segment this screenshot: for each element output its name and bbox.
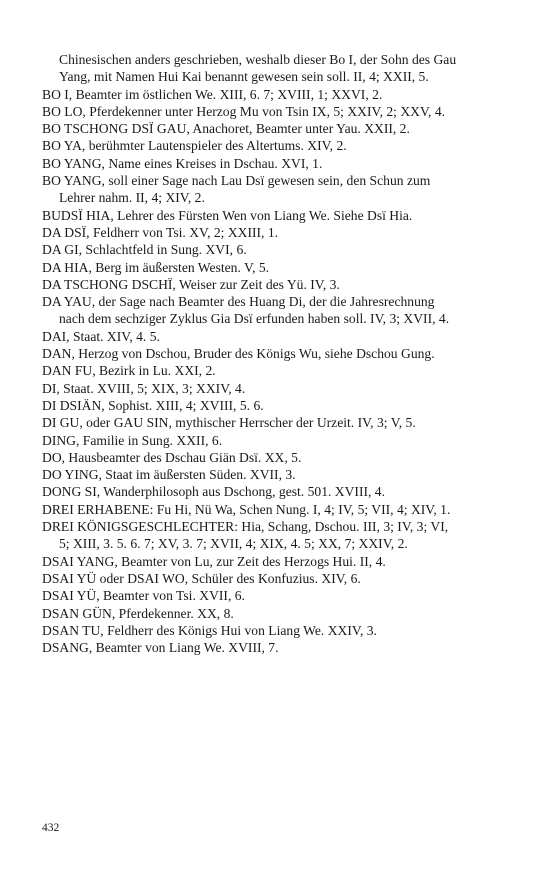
- index-entry: Chinesischen anders geschrieben, weshalb dieser Bo I, der Sohn des Gau Yang, mit Namen Hui Kai benannt gewesen sein soll. II, 4; XXII, 5.: [59, 52, 457, 85]
- index-entry: DING, Familie in Sung. XXII, 6.: [42, 432, 223, 448]
- index-entry: BO YANG, Name eines Kreises in Dschau. XVI, 1.: [42, 155, 323, 171]
- index-entry: DSAI YANG, Beamter von Lu, zur Zeit des Herzogs Hui. II, 4.: [42, 553, 386, 569]
- index-entry: DA DSÏ, Feldherr von Tsi. XV, 2; XXIII, 1.: [42, 224, 279, 240]
- index-entry: BO I, Beamter im östlichen We. XIII, 6. 7; XVIII, 1; XXVI, 2.: [42, 86, 383, 102]
- index-entry: DO YING, Staat im äußersten Süden. XVII, 3.: [42, 467, 296, 483]
- index-entry: DI DSIÄN, Sophist. XIII, 4; XVIII, 5. 6.: [42, 397, 264, 413]
- index-entry: DI GU, oder GAU SIN, mythischer Herrscher der Urzeit. IV, 3; V, 5.: [42, 415, 416, 431]
- index-entry: DAI, Staat. XIV, 4. 5.: [42, 328, 160, 344]
- index-entry: DSAN TU, Feldherr des Königs Hui von Liang We. XXIV, 3.: [42, 622, 377, 638]
- index-entry: DA YAU, der Sage nach Beamter des Huang Di, der die Jahresrechnung nach dem sechziger Zyklus Gia Dsï erfunden haben soll. IV, 3; XVII, 4.: [42, 294, 450, 327]
- index-entry: DA GI, Schlachtfeld in Sung. XVI, 6.: [42, 242, 247, 258]
- index-entry: DREI ERHABENE: Fu Hi, Nü Wa, Schen Nung. I, 4; IV, 5; VII, 4; XIV, 1.: [42, 501, 451, 517]
- index-entry: DAN, Herzog von Dschou, Bruder des Königs Wu, siehe Dschou Gung.: [42, 346, 435, 362]
- index-entry: DSAI YÜ oder DSAI WO, Schüler des Konfuzius. XIV, 6.: [42, 570, 361, 586]
- index-entry: BO YA, berühmter Lautenspieler des Altertums. XIV, 2.: [42, 138, 347, 154]
- index-entry: DO, Hausbeamter des Dschau Giän Dsï. XX, 5.: [42, 449, 302, 465]
- index-entry: BUDSÏ HIA, Lehrer des Fürsten Wen von Liang We. Siehe Dsï Hia.: [42, 207, 413, 223]
- index-entry: DA HIA, Berg im äußersten Westen. V, 5.: [42, 259, 270, 275]
- index-entry: BO YANG, soll einer Sage nach Lau Dsï gewesen sein, den Schun zum Lehrer nahm. II, 4; XIV, 2.: [42, 173, 431, 206]
- index-entry: DSAN GÜN, Pferdekenner. XX, 8.: [42, 605, 234, 621]
- index-entry: DA TSCHONG DSCHÏ, Weiser zur Zeit des Yü. IV, 3.: [42, 276, 340, 292]
- page-number: 432: [42, 822, 60, 834]
- index-entry: DAN FU, Bezirk in Lu. XXI, 2.: [42, 363, 216, 379]
- index-entry: DI, Staat. XVIII, 5; XIX, 3; XXIV, 4.: [42, 380, 246, 396]
- index-entry: DSAI YÜ, Beamter von Tsi. XVII, 6.: [42, 588, 245, 604]
- index-entry: BO TSCHONG DSÏ GAU, Anachoret, Beamter unter Yau. XXII, 2.: [42, 121, 410, 137]
- index-entry: BO LO, Pferdekenner unter Herzog Mu von Tsin IX, 5; XXIV, 2; XXV, 4.: [42, 103, 446, 119]
- index-entry: DONG SI, Wanderphilosoph aus Dschong, gest. 501. XVIII, 4.: [42, 484, 385, 500]
- index-entries: [42, 51, 462, 656]
- index-entry: DSANG, Beamter von Liang We. XVIII, 7.: [42, 640, 279, 656]
- index-entry: DREI KÖNIGSGESCHLECHTER: Hia, Schang, Dschou. III, 3; IV, 3; VI, 5; XIII, 3. 5. 6. 7; XV, 3. 7; XVII, 4; XIX, 4. 5; XX, 7; XXIV, 2.: [42, 519, 449, 552]
